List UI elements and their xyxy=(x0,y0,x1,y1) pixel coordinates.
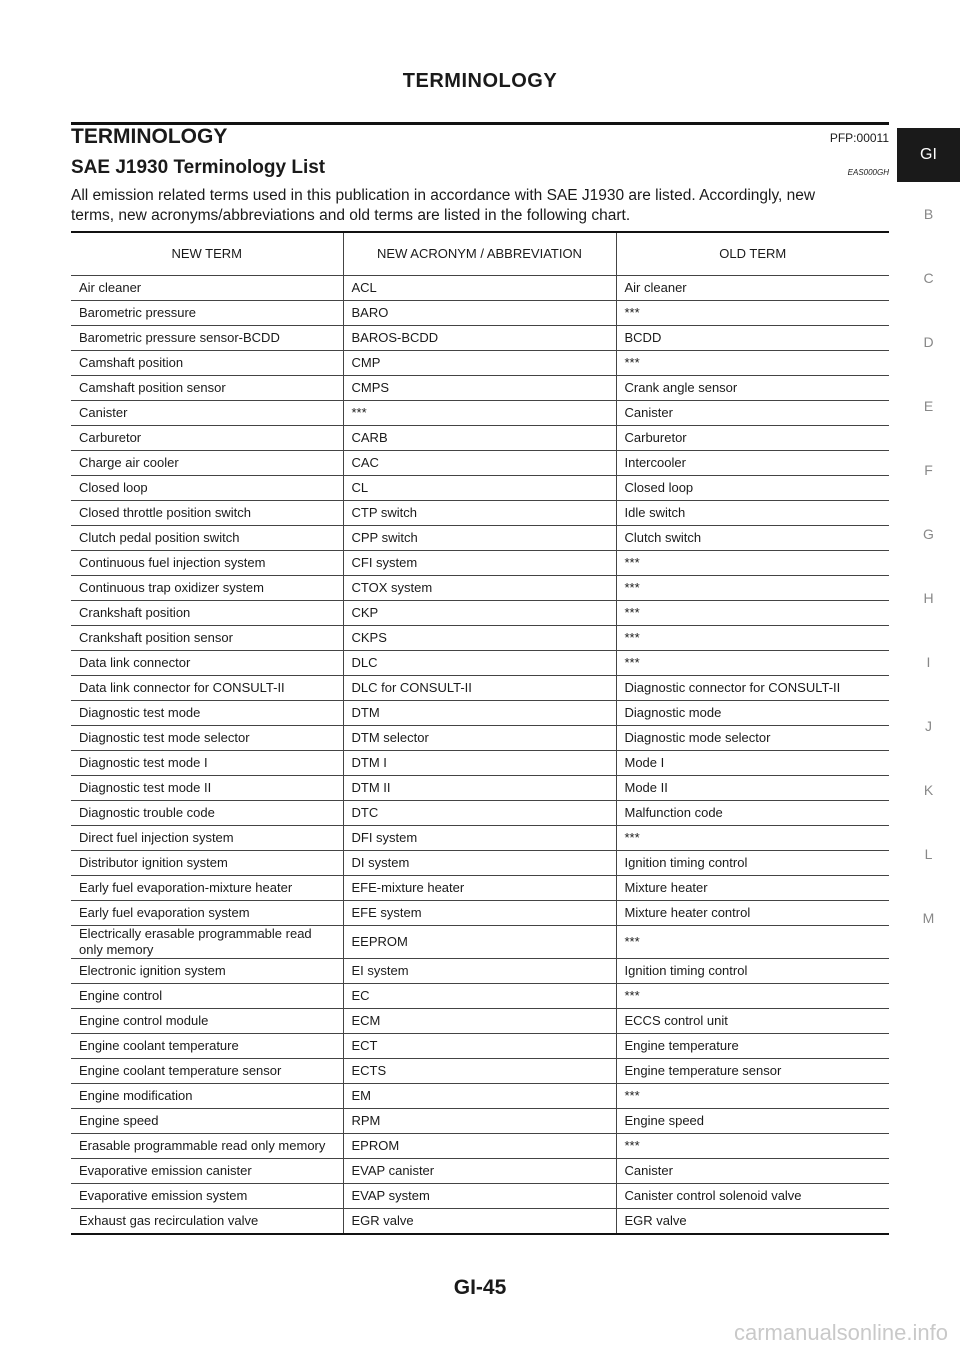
table-row xyxy=(71,1084,889,1109)
cell-old-term: Ignition timing control xyxy=(616,851,889,876)
table-row xyxy=(71,801,889,826)
index-tab-active[interactable]: GI xyxy=(897,128,960,182)
cell-old-term: EGR valve xyxy=(616,1209,889,1235)
index-tab[interactable]: B xyxy=(923,206,934,222)
cell-new-acronym: CKPS xyxy=(343,626,616,651)
table-row xyxy=(71,426,889,451)
cell-new-acronym: ECTS xyxy=(343,1059,616,1084)
cell-new-term: Crankshaft position xyxy=(71,601,343,626)
cell-new-acronym: *** xyxy=(343,401,616,426)
cell-old-term: *** xyxy=(616,551,889,576)
table-row xyxy=(71,1134,889,1159)
table-row xyxy=(71,1034,889,1059)
cell-new-term: Carburetor xyxy=(71,426,343,451)
table-row xyxy=(71,1184,889,1209)
side-index xyxy=(897,128,960,950)
index-tab[interactable]: L xyxy=(924,846,933,862)
index-tab[interactable]: E xyxy=(923,398,934,414)
cell-old-term: *** xyxy=(616,626,889,651)
cell-old-term: Diagnostic mode selector xyxy=(616,726,889,751)
cell-old-term: *** xyxy=(616,651,889,676)
cell-new-term: Distributor ignition system xyxy=(71,851,343,876)
cell-old-term: *** xyxy=(616,1134,889,1159)
table-row xyxy=(71,651,889,676)
cell-new-term: Crankshaft position sensor xyxy=(71,626,343,651)
table-row xyxy=(71,776,889,801)
cell-new-term: Engine coolant temperature sensor xyxy=(71,1059,343,1084)
cell-new-term: Continuous trap oxidizer system xyxy=(71,576,343,601)
table-row xyxy=(71,959,889,984)
cell-new-term: Engine coolant temperature xyxy=(71,1034,343,1059)
cell-old-term: Canister xyxy=(616,401,889,426)
cell-new-term: Engine control module xyxy=(71,1009,343,1034)
cell-old-term: BCDD xyxy=(616,326,889,351)
cell-new-term: Diagnostic test mode xyxy=(71,701,343,726)
cell-new-term: Exhaust gas recirculation valve xyxy=(79,1213,259,1228)
cell-new-acronym: RPM xyxy=(343,1109,616,1134)
cell-new-acronym: DTM xyxy=(343,701,616,726)
cell-new-term: Closed throttle position switch xyxy=(71,501,343,526)
running-head: TERMINOLOGY xyxy=(402,70,558,92)
table-row xyxy=(71,901,889,926)
cell-old-term: Ignition timing control xyxy=(616,959,889,984)
cell-new-acronym: CFI system xyxy=(343,551,616,576)
index-tab[interactable]: C xyxy=(923,270,934,286)
cell-new-term: Barometric pressure sensor-BCDD xyxy=(71,326,343,351)
table-row xyxy=(71,276,889,301)
cell-new-term: Camshaft position xyxy=(71,351,343,376)
cell-new-acronym: CTP switch xyxy=(343,501,616,526)
cell-new-acronym: CL xyxy=(343,476,616,501)
cell-new-term: Early fuel evaporation-mixture heater xyxy=(71,876,343,901)
table-row xyxy=(71,601,889,626)
table-row xyxy=(71,1109,889,1134)
table-row xyxy=(71,351,889,376)
table-row xyxy=(71,576,889,601)
cell-old-term: Engine temperature xyxy=(616,1034,889,1059)
cell-new-acronym: BARO xyxy=(343,301,616,326)
cell-old-term: *** xyxy=(616,601,889,626)
table-row xyxy=(71,851,889,876)
cell-new-acronym: CTOX system xyxy=(343,576,616,601)
cell-new-term: Evaporative emission canister xyxy=(71,1159,343,1184)
cell-new-acronym: DFI system xyxy=(343,826,616,851)
cell-new-term: Erasable programmable read only memory xyxy=(71,1134,343,1159)
table-row xyxy=(71,376,889,401)
cell-new-term: Camshaft position sensor xyxy=(71,376,343,401)
cell-new-term: Clutch pedal position switch xyxy=(71,526,343,551)
cell-new-acronym: CMP xyxy=(343,351,616,376)
terminology-table xyxy=(71,231,889,1235)
cell-new-term: Data link connector for CONSULT-II xyxy=(71,676,343,701)
table-row xyxy=(71,1159,889,1184)
table-row xyxy=(71,326,889,351)
page-number: GI-45 xyxy=(453,1276,507,1299)
cell-old-term: Canister control solenoid valve xyxy=(616,1184,889,1209)
cell-new-acronym: EFE-mixture heater xyxy=(343,876,616,901)
index-tab[interactable]: K xyxy=(923,782,934,798)
table-row xyxy=(71,826,889,851)
cell-new-acronym: EM xyxy=(343,1084,616,1109)
cell-new-acronym: ECT xyxy=(343,1034,616,1059)
table-row xyxy=(71,1009,889,1034)
cell-new-acronym: CAC xyxy=(343,451,616,476)
cell-old-term: Air cleaner xyxy=(616,276,889,301)
cell-old-term: Clutch switch xyxy=(616,526,889,551)
index-tab[interactable]: G xyxy=(923,526,934,542)
cell-old-term: Idle switch xyxy=(616,501,889,526)
cell-new-acronym: EI system xyxy=(343,959,616,984)
cell-new-acronym: EGR valve xyxy=(343,1209,616,1235)
cell-new-acronym: DLC xyxy=(343,651,616,676)
cell-old-term: Engine temperature sensor xyxy=(616,1059,889,1084)
cell-new-term: Engine speed xyxy=(71,1109,343,1134)
cell-new-term: Diagnostic test mode I xyxy=(71,751,343,776)
cell-new-term: Charge air cooler xyxy=(71,451,343,476)
cell-new-term: Canister xyxy=(71,401,343,426)
header-old-term: OLD TERM xyxy=(616,232,889,276)
cell-old-term: *** xyxy=(616,926,889,959)
cell-new-acronym: ACL xyxy=(343,276,616,301)
cell-new-acronym: BAROS-BCDD xyxy=(343,326,616,351)
cell-new-term: Direct fuel injection system xyxy=(71,826,343,851)
intro-paragraph xyxy=(71,186,889,226)
cell-new-term: Electrically erasable programmable read only memory xyxy=(71,926,343,959)
cell-new-acronym: CPP switch xyxy=(343,526,616,551)
cell-new-term: Air cleaner xyxy=(71,276,343,301)
cell-old-term: Mode II xyxy=(616,776,889,801)
table-row xyxy=(71,676,889,701)
cell-old-term: *** xyxy=(616,984,889,1009)
table-row xyxy=(71,301,889,326)
index-tab[interactable]: F xyxy=(924,462,933,478)
cell-old-term: *** xyxy=(616,351,889,376)
cell-old-term: Mode I xyxy=(616,751,889,776)
cell-new-acronym: EPROM xyxy=(343,1134,616,1159)
cell-new-term: Engine modification xyxy=(71,1084,343,1109)
table-header-row xyxy=(71,232,889,276)
cell-old-term: Diagnostic connector for CONSULT-II xyxy=(616,676,889,701)
cell-new-acronym: EEPROM xyxy=(343,926,616,959)
cell-new-acronym: ECM xyxy=(343,1009,616,1034)
cell-new-term: Early fuel evaporation system xyxy=(71,901,343,926)
cell-new-acronym: EC xyxy=(343,984,616,1009)
cell-old-term: Diagnostic mode xyxy=(616,701,889,726)
index-tab[interactable]: M xyxy=(922,910,935,926)
cell-old-term: Closed loop xyxy=(616,476,889,501)
cell-new-term: Diagnostic trouble code xyxy=(71,801,343,826)
cell-old-term: *** xyxy=(616,1084,889,1109)
index-tab[interactable]: D xyxy=(923,334,934,350)
cell-old-term: Intercooler xyxy=(616,451,889,476)
cell-new-term: Evaporative emission system xyxy=(71,1184,343,1209)
cell-new-term: Diagnostic test mode II xyxy=(71,776,343,801)
cell-old-term: *** xyxy=(616,576,889,601)
cell-old-term: Engine speed xyxy=(616,1109,889,1134)
section-code: PFP:00011 xyxy=(829,131,889,145)
table-row xyxy=(71,751,889,776)
watermark: carmanualsonline.info xyxy=(733,1320,948,1345)
subsection-title: SAE J1930 Terminology List xyxy=(71,157,326,178)
cell-old-term: Mixture heater control xyxy=(616,901,889,926)
cell-old-term: *** xyxy=(616,301,889,326)
cell-old-term: Mixture heater xyxy=(616,876,889,901)
header-new-acronym: NEW ACRONYM / ABBREVIATION xyxy=(343,232,616,276)
cell-new-term: Electronic ignition system xyxy=(71,959,343,984)
table-row xyxy=(71,451,889,476)
cell-new-term: Data link connector xyxy=(71,651,343,676)
table-row xyxy=(71,726,889,751)
cell-new-acronym: EVAP system xyxy=(343,1184,616,1209)
header-new-term: NEW TERM xyxy=(71,232,343,276)
table-row xyxy=(71,626,889,651)
cell-old-term: ECCS control unit xyxy=(616,1009,889,1034)
cell-new-acronym: CMPS xyxy=(343,376,616,401)
table-row xyxy=(71,401,889,426)
cell-new-acronym: DI system xyxy=(343,851,616,876)
cell-old-term: Malfunction code xyxy=(616,801,889,826)
table-row xyxy=(71,701,889,726)
table-row xyxy=(71,476,889,501)
index-tab[interactable]: J xyxy=(925,718,932,734)
table-row xyxy=(71,876,889,901)
subsection-code: EAS000GH xyxy=(847,168,889,177)
cell-old-term: *** xyxy=(616,826,889,851)
table-row xyxy=(71,526,889,551)
cell-new-acronym: CARB xyxy=(343,426,616,451)
cell-old-term: Crank angle sensor xyxy=(616,376,889,401)
table-row xyxy=(71,1059,889,1084)
cell-new-acronym: EFE system xyxy=(343,901,616,926)
cell-old-term: Canister xyxy=(616,1159,889,1184)
cell-new-acronym: DTM II xyxy=(343,776,616,801)
table-row xyxy=(71,984,889,1009)
cell-new-acronym: DTM I xyxy=(343,751,616,776)
cell-new-acronym: DLC for CONSULT-II xyxy=(343,676,616,701)
cell-new-acronym: DTC xyxy=(343,801,616,826)
cell-new-acronym: EVAP canister xyxy=(343,1159,616,1184)
table-row xyxy=(71,1209,889,1235)
cell-new-acronym: DTM selector xyxy=(343,726,616,751)
cell-new-term: Barometric pressure xyxy=(71,301,343,326)
cell-old-term: Carburetor xyxy=(616,426,889,451)
cell-new-term: Continuous fuel injection system xyxy=(71,551,343,576)
index-tab[interactable]: H xyxy=(923,590,934,606)
cell-new-term: Diagnostic test mode selector xyxy=(71,726,343,751)
cell-new-term: Engine control xyxy=(71,984,343,1009)
table-row xyxy=(71,551,889,576)
index-tab[interactable]: I xyxy=(926,654,931,670)
table-row xyxy=(71,501,889,526)
cell-new-acronym: CKP xyxy=(343,601,616,626)
section-title: TERMINOLOGY xyxy=(71,125,228,148)
intro-line: terms, new acronyms/abbreviations and old terms are listed in the following chart. xyxy=(71,207,631,224)
intro-line: All emission related terms used in this publication in accordance with SAE J1930 are listed. Accordingly, new xyxy=(71,187,816,204)
table-row xyxy=(71,926,889,959)
cell-new-term: Closed loop xyxy=(71,476,343,501)
